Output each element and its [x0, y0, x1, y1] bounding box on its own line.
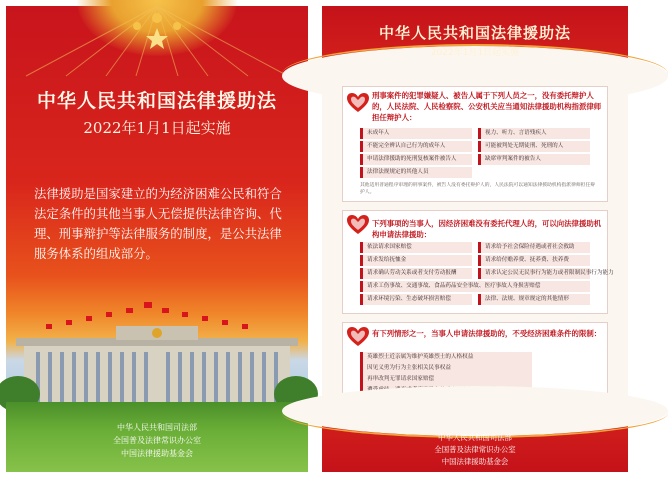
list-item: 因见义勇为行为主张相关民事权益 — [360, 363, 532, 374]
section-criminal-defense — [342, 86, 608, 202]
right-poster — [322, 6, 628, 472]
list-item: 请求确认劳动关系或者支付劳动报酬 — [360, 268, 472, 279]
left-subtitle: 2022年1月1日起实施 — [83, 119, 231, 137]
list-item: 请求认定公民无民事行为能力或者限制民事行为能力 — [478, 268, 590, 279]
list-item: 视力、听力、言语残疾人 — [478, 128, 590, 139]
section-heading: 下列事项的当事人，因经济困难没有委托代理人的，可以向法律援助机构申请法律援助： — [372, 219, 602, 239]
left-org-1: 中华人民共和国司法部 — [117, 423, 197, 432]
left-org-2: 全国普及法律常识办公室 — [113, 436, 201, 445]
right-org-1: 中华人民共和国司法部 — [438, 433, 512, 442]
list-item: 请求环境污染、生态破坏损害赔偿 — [360, 294, 472, 305]
section-heading: 刑事案件的犯罪嫌疑人、被告人属于下列人员之一，没有委托辩护人的，人民法院、人民检察院、公安机关应当通知法律援助机构指派律师担任辩护人： — [372, 91, 602, 122]
heart-hands-icon — [346, 214, 370, 236]
list-item: 缺席审判案件的被告人 — [478, 154, 590, 165]
national-emblem-icon — [152, 328, 162, 338]
section-note: 其他适用普通程序审理的刑事案件，被告人没有委托辩护人的，人民法院可以通知法律援助机构指派律师担任辩护人。 — [360, 183, 596, 195]
right-title: 中华人民共和国法律援助法 — [378, 24, 571, 42]
list-item: 依法请求国家赔偿 — [360, 242, 472, 253]
right-org-3: 中国法律援助基金会 — [441, 457, 509, 466]
section-civil-aid — [342, 210, 614, 314]
heart-hands-icon — [346, 326, 370, 348]
list-item: 不能完全辨认自己行为的成年人 — [360, 141, 472, 152]
list-item: 英雄烈士近亲属为维护英雄烈士的人格权益 — [360, 352, 532, 363]
flags — [46, 302, 248, 329]
list-item: 请求给付赡养费、抚养费、扶养费 — [478, 255, 590, 266]
list-item: 未成年人 — [360, 128, 472, 139]
bottom-arc-line — [282, 388, 668, 438]
section-heading: 有下列情形之一，当事人申请法律援助的，不受经济困难条件的限制： — [372, 329, 602, 338]
heart-hands-icon — [346, 92, 370, 114]
right-subtitle: 2022年1月1日起实施 — [430, 48, 520, 58]
left-poster — [6, 6, 308, 472]
left-body-text: 法律援助是国家建立的为经济困难公民和符合法定条件的其他当事人无偿提供法律咨询、代理、刑事辩护等法律服务的制度，是公共法律服务体系的组成部分。 — [34, 186, 282, 261]
list-item: 请求发给抚恤金 — [360, 255, 472, 266]
list-item: 申请法律援助的死刑复核案件被告人 — [360, 154, 472, 165]
list-item: 请求工伤事故、交通事故、食品药品安全事故、医疗事故人身损害赔偿 — [360, 281, 590, 292]
list-item: 请求给予社会保险待遇或者社会救助 — [478, 242, 590, 253]
list-item: 法律、法规、规章规定的其他情形 — [478, 294, 590, 305]
right-org-2: 全国普及法律常识办公室 — [434, 445, 516, 454]
sun-rays-decoration — [6, 6, 308, 76]
list-item: 法律法规规定的其他人员 — [360, 167, 472, 178]
list-item: 可能被判处无期徒刑、死刑的人 — [478, 141, 590, 152]
left-title: 中华人民共和国法律援助法 — [36, 90, 277, 112]
left-org-3: 中国法律援助基金会 — [121, 449, 193, 458]
list-item: 再审改判无罪请求国家赔偿 — [360, 374, 532, 385]
great-hall-illustration — [6, 298, 308, 418]
